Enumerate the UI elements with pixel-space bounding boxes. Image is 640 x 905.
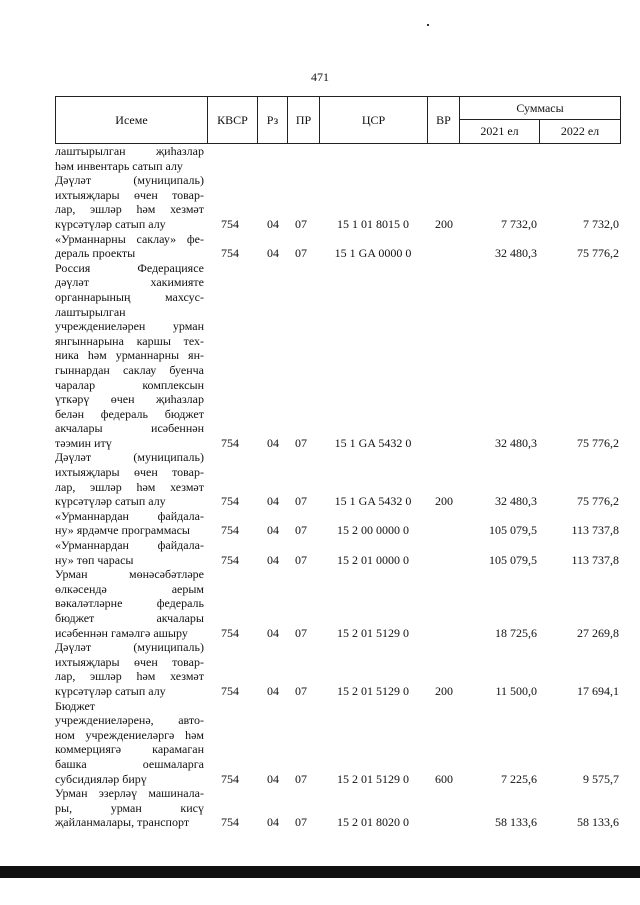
kvsr-cell: 754 bbox=[221, 683, 239, 698]
row-values bbox=[55, 523, 621, 538]
sum-2021-cell: 18 725,6 bbox=[495, 625, 537, 640]
row-name-line: «Урманнарны саклау» фе- bbox=[55, 231, 204, 246]
header-sums: Суммасы bbox=[460, 97, 620, 120]
rz-cell: 04 bbox=[267, 815, 279, 830]
row-name-line: ну» төп чарасы bbox=[55, 552, 134, 567]
row-name-line: учреждениеләренә, авто- bbox=[55, 713, 204, 728]
sum-2021-cell: 32 480,3 bbox=[495, 435, 537, 450]
sum-2022-cell: 9 575,7 bbox=[583, 771, 619, 786]
row-name-line: учреждениеләрен урман bbox=[55, 319, 204, 334]
row-name-line: лаштырылган җиһазлар bbox=[55, 144, 204, 158]
pr-cell: 07 bbox=[295, 771, 307, 786]
row-name-line: күрсәтүләр сатып алу bbox=[55, 494, 166, 509]
rz-cell: 04 bbox=[267, 523, 279, 538]
row-name-line: белән федераль бюджет bbox=[55, 406, 204, 421]
rz-cell: 04 bbox=[267, 246, 279, 261]
table-row bbox=[55, 786, 621, 830]
sum-2022-cell: 58 133,6 bbox=[577, 815, 619, 830]
row-name-line: күрсәтүләр сатып алу bbox=[55, 216, 166, 231]
sum-2022-cell: 75 776,2 bbox=[577, 246, 619, 261]
sum-2022-cell: 17 694,1 bbox=[577, 683, 619, 698]
sum-2021-cell: 105 079,5 bbox=[489, 552, 537, 567]
rz-cell: 04 bbox=[267, 216, 279, 231]
sum-2022-cell: 75 776,2 bbox=[577, 494, 619, 509]
table-row bbox=[55, 261, 621, 451]
row-name-line: ну» ярдәмче программасы bbox=[55, 523, 190, 538]
row-values bbox=[55, 159, 621, 174]
sum-2022-cell: 7 732,0 bbox=[583, 216, 619, 231]
sum-2022-cell: 27 269,8 bbox=[577, 625, 619, 640]
pr-cell: 07 bbox=[295, 625, 307, 640]
pr-cell: 07 bbox=[295, 494, 307, 509]
row-name bbox=[55, 261, 204, 451]
row-name-line: дәүләт хакимияте bbox=[55, 275, 204, 290]
csr-cell: 15 1 GA 5432 0 bbox=[334, 494, 412, 509]
row-values bbox=[55, 684, 621, 699]
kvsr-cell: 754 bbox=[221, 815, 239, 830]
row-name-line: ника һәм урманнарны ян- bbox=[55, 348, 204, 363]
row-name-line: лар, эшләр һәм хезмәт bbox=[55, 669, 204, 684]
header-vr: ВР bbox=[428, 97, 460, 143]
kvsr-cell: 754 bbox=[221, 494, 239, 509]
table-row bbox=[55, 173, 621, 231]
table-row bbox=[55, 538, 621, 567]
row-values bbox=[55, 815, 621, 830]
row-name-line: ихтыяҗлары өчен товар- bbox=[55, 465, 204, 480]
header-year-2021: 2021 ел bbox=[460, 120, 540, 143]
vr-cell: 600 bbox=[435, 771, 453, 786]
kvsr-cell: 754 bbox=[221, 435, 239, 450]
rz-cell: 04 bbox=[267, 683, 279, 698]
sum-2021-cell: 7 732,0 bbox=[501, 216, 537, 231]
rz-cell: 04 bbox=[267, 435, 279, 450]
row-name-line: башка оешмаларга bbox=[55, 756, 204, 771]
csr-cell: 15 2 01 0000 0 bbox=[337, 552, 409, 567]
row-values bbox=[55, 217, 621, 232]
pr-cell: 07 bbox=[295, 246, 307, 261]
row-name-line: Дәүләт (муниципаль) bbox=[55, 450, 204, 465]
row-name-line: лар, эшләр һәм хезмәт bbox=[55, 479, 204, 494]
row-name-line: өлкәсендә аерым bbox=[55, 581, 204, 596]
page-margin bbox=[0, 878, 640, 905]
csr-cell: 15 1 GA 0000 0 bbox=[334, 246, 412, 261]
row-name-line: гыннардан саклау буенча bbox=[55, 362, 204, 377]
csr-cell: 15 2 01 8020 0 bbox=[337, 815, 409, 830]
sum-2022-cell: 113 737,8 bbox=[571, 552, 619, 567]
row-name-line: Урман эзерләү машинала- bbox=[55, 786, 204, 801]
kvsr-cell: 754 bbox=[221, 552, 239, 567]
row-name-line: субсидияләр бирү bbox=[55, 771, 147, 786]
row-name-line: ихтыяҗлары өчен товар- bbox=[55, 654, 204, 669]
pr-cell: 07 bbox=[295, 815, 307, 830]
sum-2021-cell: 32 480,3 bbox=[495, 494, 537, 509]
header-pr: ПР bbox=[288, 97, 320, 143]
table-row bbox=[55, 509, 621, 538]
csr-cell: 15 2 00 0000 0 bbox=[337, 523, 409, 538]
table-row bbox=[55, 699, 621, 787]
row-values bbox=[55, 626, 621, 641]
csr-cell: 15 2 01 5129 0 bbox=[337, 625, 409, 640]
row-name-line: бюджет акчалары bbox=[55, 611, 204, 625]
csr-cell: 15 1 GA 5432 0 bbox=[334, 435, 412, 450]
row-values bbox=[55, 553, 621, 568]
row-name-line: «Урманнардан файдала- bbox=[55, 508, 204, 523]
kvsr-cell: 754 bbox=[221, 216, 239, 231]
speck-dot bbox=[427, 24, 429, 26]
row-name-line: дераль проекты bbox=[55, 246, 136, 261]
row-name-line: җайланмалары, транспорт bbox=[55, 815, 190, 830]
table-row bbox=[55, 640, 621, 698]
kvsr-cell: 754 bbox=[221, 771, 239, 786]
row-name-line: ры, урман кисү bbox=[55, 800, 204, 815]
row-values bbox=[55, 246, 621, 261]
header-rz: Рз bbox=[258, 97, 288, 143]
sum-2021-cell: 32 480,3 bbox=[495, 246, 537, 261]
csr-cell: 15 1 01 8015 0 bbox=[337, 216, 409, 231]
row-values bbox=[55, 436, 621, 451]
header-kvsr: КВСР bbox=[208, 97, 258, 143]
rz-cell: 04 bbox=[267, 771, 279, 786]
kvsr-cell: 754 bbox=[221, 523, 239, 538]
row-name-line: янгыннарына каршы тех- bbox=[55, 333, 204, 348]
row-name-line: Бюджет bbox=[55, 698, 96, 713]
pr-cell: 07 bbox=[295, 523, 307, 538]
sum-2021-cell: 58 133,6 bbox=[495, 815, 537, 830]
row-name-line: акчалары исәбеннән bbox=[55, 421, 204, 436]
row-name-line: органнарының махсус- bbox=[55, 289, 204, 304]
kvsr-cell: 754 bbox=[221, 625, 239, 640]
row-name-line: ном учреждениеләргә һәм bbox=[55, 727, 204, 742]
csr-cell: 15 2 01 5129 0 bbox=[337, 771, 409, 786]
rz-cell: 04 bbox=[267, 494, 279, 509]
header-year-2022: 2022 ел bbox=[560, 124, 600, 138]
pr-cell: 07 bbox=[295, 435, 307, 450]
row-name-line: Дәүләт (муниципаль) bbox=[55, 173, 204, 188]
sum-2021-cell: 11 500,0 bbox=[495, 683, 537, 698]
vr-cell: 200 bbox=[435, 216, 453, 231]
rz-cell: 04 bbox=[267, 552, 279, 567]
sum-2022-cell: 113 737,8 bbox=[571, 523, 619, 538]
row-name-line: Урман мөнәсәбәтләре bbox=[55, 567, 204, 582]
rz-cell: 04 bbox=[267, 625, 279, 640]
row-name-line: үткәрү өчен җиһазлар bbox=[55, 392, 204, 407]
row-name-line: күрсәтүләр сатып алу bbox=[55, 683, 166, 698]
csr-cell: 15 2 01 5129 0 bbox=[337, 683, 409, 698]
row-name-line: тәэмин итү bbox=[55, 435, 112, 450]
sum-2022-cell: 75 776,2 bbox=[577, 435, 619, 450]
sum-2021-cell: 105 079,5 bbox=[489, 523, 537, 538]
vr-cell: 200 bbox=[435, 494, 453, 509]
row-name-line: Россия Федерациясе bbox=[55, 260, 204, 275]
table-row bbox=[55, 567, 621, 640]
table-row bbox=[55, 232, 621, 261]
row-name-line: Дәүләт (муниципаль) bbox=[55, 640, 204, 655]
page-number: 471 bbox=[311, 70, 329, 84]
row-name-line: «Урманнардан файдала- bbox=[55, 538, 204, 553]
row-name-line: һәм инвентарь сатып алу bbox=[55, 158, 183, 173]
table-row bbox=[55, 144, 621, 173]
table-body bbox=[55, 144, 621, 830]
row-name-line: лаштырылган bbox=[55, 304, 126, 319]
row-values bbox=[55, 494, 621, 509]
table-header bbox=[55, 96, 621, 144]
header-name: Исеме bbox=[56, 97, 208, 143]
row-name-line: чаралар комплексын bbox=[55, 377, 204, 392]
row-values bbox=[55, 772, 621, 787]
pr-cell: 07 bbox=[295, 552, 307, 567]
row-name-line: вәкаләтләрне федераль bbox=[55, 596, 204, 611]
vr-cell: 200 bbox=[435, 683, 453, 698]
sum-2021-cell: 7 225,6 bbox=[501, 771, 537, 786]
row-name-line: исәбеннән гамәлгә ашыру bbox=[55, 625, 188, 640]
header-csr: ЦСР bbox=[320, 97, 428, 143]
scan-edge-bar bbox=[0, 866, 640, 878]
kvsr-cell: 754 bbox=[221, 246, 239, 261]
table-row bbox=[55, 450, 621, 508]
row-name-line: лар, эшләр һәм хезмәт bbox=[55, 202, 204, 217]
row-name-line: коммерциягә карамаган bbox=[55, 742, 204, 757]
row-name-line: ихтыяҗлары өчен товар- bbox=[55, 187, 204, 202]
pr-cell: 07 bbox=[295, 683, 307, 698]
pr-cell: 07 bbox=[295, 216, 307, 231]
